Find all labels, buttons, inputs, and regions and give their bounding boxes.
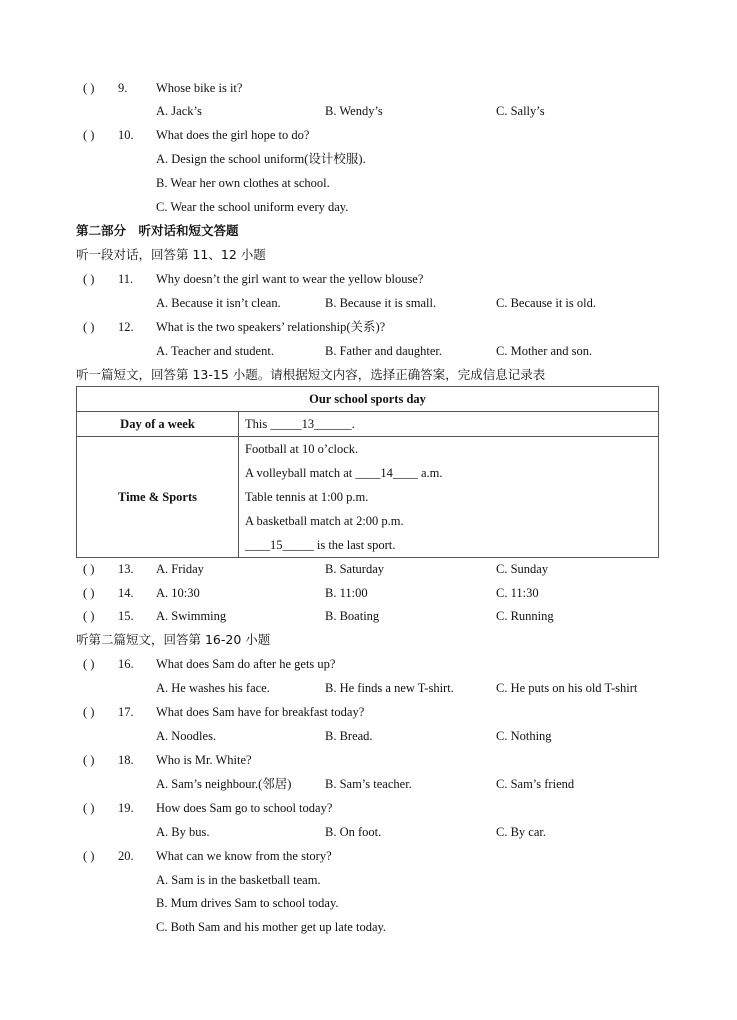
answer-bracket[interactable]: ( ) <box>83 320 95 334</box>
time-label: Time & Sports <box>77 437 239 558</box>
option-c[interactable]: C. Running <box>496 609 554 623</box>
schedule-line[interactable]: A volleyball match at ____14____ a.m. <box>245 466 443 480</box>
question-text: What does the girl hope to do? <box>156 128 310 142</box>
question-number: 18. <box>118 753 134 767</box>
option-b[interactable]: B. Wendy’s <box>325 104 383 118</box>
option-c[interactable]: C. He puts on his old T-shirt <box>496 681 638 695</box>
option-b[interactable]: B. Bread. <box>325 729 373 743</box>
question-text: Whose bike is it? <box>156 81 243 95</box>
question-text: What does Sam do after he gets up? <box>156 657 336 671</box>
option-b[interactable]: B. Boating <box>325 609 380 623</box>
option-a[interactable]: A. Swimming <box>156 609 227 623</box>
option-b[interactable]: B. Because it is small. <box>325 296 437 310</box>
question-text: What is the two speakers’ relationship(关系)? <box>156 320 386 334</box>
question-number: 12. <box>118 320 134 334</box>
option-a[interactable]: A. Jack’s <box>156 104 202 118</box>
option-c[interactable]: C. By car. <box>496 825 546 839</box>
day-label: Day of a week <box>77 412 239 437</box>
option-a[interactable]: A. He washes his face. <box>156 681 270 695</box>
answer-bracket[interactable]: ( ) <box>83 801 95 815</box>
question-number: 14. <box>118 586 134 600</box>
option-a[interactable]: A. Design the school uniform(设计校服). <box>156 152 366 166</box>
option-c[interactable]: C. Nothing <box>496 729 552 743</box>
answer-bracket[interactable]: ( ) <box>83 81 95 95</box>
option-a[interactable]: A. Sam’s neighbour.(邻居) <box>156 777 292 791</box>
schedule-line: Football at 10 o’clock. <box>245 442 359 456</box>
answer-bracket[interactable]: ( ) <box>83 849 95 863</box>
option-b[interactable]: B. Wear her own clothes at school. <box>156 176 330 190</box>
option-c[interactable]: C. Wear the school uniform every day. <box>156 200 349 214</box>
question-number: 11. <box>118 272 134 286</box>
day-value[interactable]: This _____13______. <box>239 412 659 437</box>
answer-bracket[interactable]: ( ) <box>83 272 95 286</box>
answer-bracket[interactable]: ( ) <box>83 657 95 671</box>
question-number: 15. <box>118 609 134 623</box>
question-number: 20. <box>118 849 134 863</box>
option-a[interactable]: A. Noodles. <box>156 729 217 743</box>
option-a[interactable]: A. 10:30 <box>156 586 200 600</box>
question-text: Who is Mr. White? <box>156 753 252 767</box>
option-b[interactable]: B. Saturday <box>325 562 385 576</box>
option-a[interactable]: A. Teacher and student. <box>156 344 274 358</box>
question-text: Why doesn’t the girl want to wear the yellow blouse? <box>156 272 424 286</box>
question-number: 16. <box>118 657 134 671</box>
option-a[interactable]: A. Because it isn’t clean. <box>156 296 281 310</box>
question-number: 17. <box>118 705 134 719</box>
option-c[interactable]: C. Sam’s friend <box>496 777 575 791</box>
option-c[interactable]: C. Sunday <box>496 562 549 576</box>
option-b[interactable]: B. On foot. <box>325 825 382 839</box>
answer-bracket[interactable]: ( ) <box>83 586 95 600</box>
schedule-line[interactable]: ____15_____ is the last sport. <box>245 538 396 552</box>
question-text: What does Sam have for breakfast today? <box>156 705 365 719</box>
answer-bracket[interactable]: ( ) <box>83 128 95 142</box>
option-b[interactable]: B. He finds a new T-shirt. <box>325 681 454 695</box>
option-c[interactable]: C. Because it is old. <box>496 296 596 310</box>
answer-bracket[interactable]: ( ) <box>83 753 95 767</box>
option-b[interactable]: B. Mum drives Sam to school today. <box>156 896 339 910</box>
schedule-line: Table tennis at 1:00 p.m. <box>245 490 369 504</box>
question-text: What can we know from the story? <box>156 849 332 863</box>
section-instruction: 听第二篇短文，回答第 16-20 小题 <box>76 632 271 647</box>
answer-bracket[interactable]: ( ) <box>83 705 95 719</box>
option-c[interactable]: C. Mother and son. <box>496 344 593 358</box>
section-title: 第二部分 听对话和短文答题 <box>76 223 239 238</box>
option-b[interactable]: B. Father and daughter. <box>325 344 442 358</box>
question-number: 19. <box>118 801 134 815</box>
option-c[interactable]: C. 11:30 <box>496 586 539 600</box>
question-number: 10. <box>118 128 134 142</box>
schedule-line: A basketball match at 2:00 p.m. <box>245 514 404 528</box>
option-b[interactable]: B. Sam’s teacher. <box>325 777 412 791</box>
answer-bracket[interactable]: ( ) <box>83 562 95 576</box>
option-a[interactable]: A. Friday <box>156 562 204 576</box>
table-title: Our school sports day <box>77 387 659 412</box>
sports-day-table <box>76 386 659 558</box>
question-number: 9. <box>118 81 128 95</box>
option-a[interactable]: A. By bus. <box>156 825 210 839</box>
question-text: How does Sam go to school today? <box>156 801 333 815</box>
schedule-cell <box>239 437 659 558</box>
section-instruction: 听一段对话，回答第 11、12 小题 <box>76 247 266 262</box>
option-a[interactable]: A. Sam is in the basketball team. <box>156 873 321 887</box>
answer-bracket[interactable]: ( ) <box>83 609 95 623</box>
option-c[interactable]: C. Sally’s <box>496 104 545 118</box>
option-b[interactable]: B. 11:00 <box>325 586 368 600</box>
section-instruction: 听一篇短文，回答第 13-15 小题。请根据短文内容，选择正确答案，完成信息记录表 <box>76 367 546 382</box>
question-number: 13. <box>118 562 134 576</box>
option-c[interactable]: C. Both Sam and his mother get up late today. <box>156 920 387 934</box>
